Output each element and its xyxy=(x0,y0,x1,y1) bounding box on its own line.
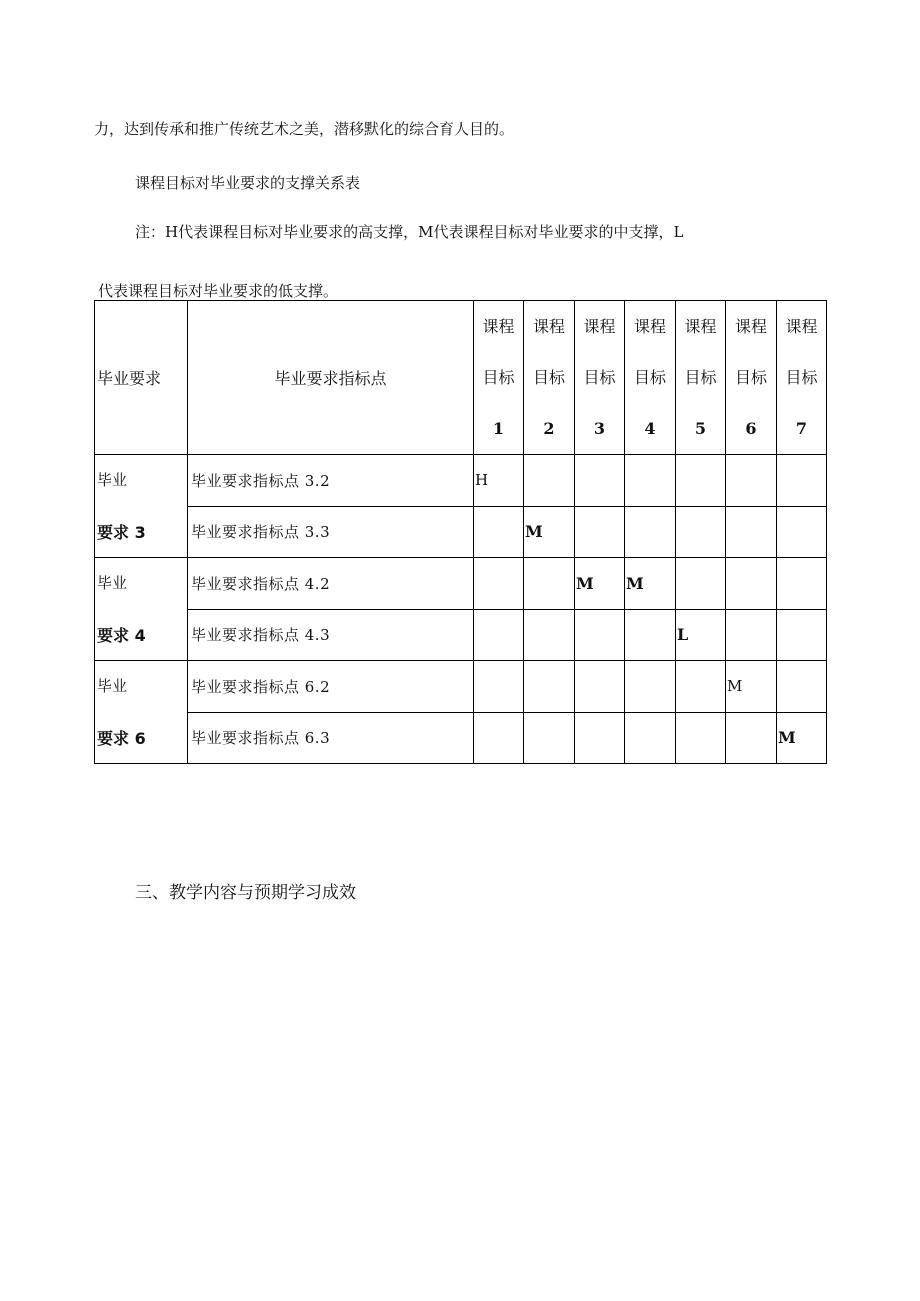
support-mark-cell xyxy=(726,455,777,507)
support-mark-cell xyxy=(524,558,575,610)
support-mark-cell xyxy=(575,712,625,764)
goal-label-bottom: 目标 xyxy=(583,368,616,387)
support-mark-cell xyxy=(726,609,777,661)
header-goal-3 xyxy=(575,301,625,455)
goal-label-bottom: 目标 xyxy=(482,368,515,387)
support-mark-cell xyxy=(777,609,827,661)
support-mark-cell: M xyxy=(777,712,827,764)
support-mark-cell xyxy=(777,455,827,507)
support-mark-cell xyxy=(474,609,524,661)
support-mark-cell: M xyxy=(726,661,777,713)
header-goal-1 xyxy=(474,301,524,455)
goal-number: 5 xyxy=(694,419,707,438)
table-row xyxy=(95,661,827,713)
table-row xyxy=(95,609,827,661)
support-mark-cell: M xyxy=(575,558,625,610)
goal-number: 7 xyxy=(795,419,808,438)
requirement-label-top: 毕业 xyxy=(97,471,128,489)
support-mark-cell: M xyxy=(625,558,676,610)
goal-label-top: 课程 xyxy=(532,317,565,336)
goal-number: 3 xyxy=(593,419,606,438)
goal-label-top: 课程 xyxy=(482,317,515,336)
header-goal-4 xyxy=(625,301,676,455)
goal-label-top: 课程 xyxy=(583,317,616,336)
support-mark-cell xyxy=(625,506,676,558)
goal-label-top: 课程 xyxy=(633,317,666,336)
goal-number: 1 xyxy=(492,419,505,438)
goal-number: 4 xyxy=(644,419,656,438)
table-caption: 课程目标对毕业要求的支撑关系表 xyxy=(135,174,361,192)
header-requirement: 毕业要求 xyxy=(95,301,188,455)
legend-note-line-1: 注：H代表课程目标对毕业要求的高支撑，M代表课程目标对毕业要求的中支撑，L xyxy=(135,223,684,241)
support-mark-cell xyxy=(474,558,524,610)
support-matrix-table xyxy=(94,300,827,764)
intro-paragraph: 力，达到传承和推广传统艺术之美，潜移默化的综合育人目的。 xyxy=(94,120,515,138)
support-mark-cell xyxy=(524,609,575,661)
support-mark-cell xyxy=(474,712,524,764)
requirement-label-bottom: 要求 6 xyxy=(97,729,146,748)
support-mark-cell: H xyxy=(474,455,524,507)
requirement-group-cell xyxy=(95,661,188,764)
table-header-row xyxy=(95,301,827,455)
support-mark-cell xyxy=(524,712,575,764)
table-row xyxy=(95,506,827,558)
requirement-label-top: 毕业 xyxy=(97,677,128,695)
requirement-group-cell xyxy=(95,455,188,558)
header-goal-6 xyxy=(726,301,777,455)
indicator-cell: 毕业要求指标点 6.2 xyxy=(188,661,474,713)
support-mark-cell xyxy=(726,712,777,764)
support-mark-cell xyxy=(676,506,726,558)
table-row xyxy=(95,558,827,610)
requirement-label-top: 毕业 xyxy=(97,574,128,592)
support-mark-cell xyxy=(625,712,676,764)
support-mark-cell xyxy=(726,506,777,558)
support-mark-cell xyxy=(474,661,524,713)
goal-label-bottom: 目标 xyxy=(532,368,565,387)
indicator-cell: 毕业要求指标点 3.2 xyxy=(188,455,474,507)
support-mark-cell: M xyxy=(524,506,575,558)
header-goal-5 xyxy=(676,301,726,455)
goal-number: 6 xyxy=(745,419,757,438)
legend-note-line-2: 代表课程目标对毕业要求的低支撑。 xyxy=(98,282,339,300)
goal-label-bottom: 目标 xyxy=(734,368,767,387)
support-mark-cell xyxy=(575,506,625,558)
support-mark-cell xyxy=(777,558,827,610)
section-heading: 三、教学内容与预期学习成效 xyxy=(135,883,356,903)
support-mark-cell xyxy=(575,609,625,661)
goal-label-bottom: 目标 xyxy=(684,368,717,387)
goal-number: 2 xyxy=(543,419,555,438)
indicator-cell: 毕业要求指标点 3.3 xyxy=(188,506,474,558)
header-goal-2 xyxy=(524,301,575,455)
support-mark-cell xyxy=(777,661,827,713)
support-mark-cell xyxy=(575,455,625,507)
table-row xyxy=(95,712,827,764)
indicator-cell: 毕业要求指标点 4.3 xyxy=(188,609,474,661)
header-goal-7 xyxy=(777,301,827,455)
goal-label-top: 课程 xyxy=(684,317,717,336)
indicator-cell: 毕业要求指标点 6.3 xyxy=(188,712,474,764)
support-mark-cell xyxy=(625,661,676,713)
requirement-group-cell xyxy=(95,558,188,661)
support-mark-cell xyxy=(625,455,676,507)
support-mark-cell xyxy=(676,558,726,610)
support-mark-cell xyxy=(676,661,726,713)
support-mark-cell xyxy=(777,506,827,558)
header-indicator: 毕业要求指标点 xyxy=(188,301,474,455)
support-mark-cell xyxy=(575,661,625,713)
table-row xyxy=(95,455,827,507)
goal-label-top: 课程 xyxy=(734,317,767,336)
requirement-label-bottom: 要求 4 xyxy=(97,626,146,645)
support-mark-cell xyxy=(524,661,575,713)
goal-label-bottom: 目标 xyxy=(785,368,818,387)
support-mark-cell xyxy=(474,506,524,558)
goal-label-top: 课程 xyxy=(785,317,818,336)
indicator-cell: 毕业要求指标点 4.2 xyxy=(188,558,474,610)
support-mark-cell: L xyxy=(676,609,726,661)
support-mark-cell xyxy=(726,558,777,610)
goal-label-bottom: 目标 xyxy=(633,368,666,387)
support-mark-cell xyxy=(676,712,726,764)
requirement-label-bottom: 要求 3 xyxy=(97,523,146,542)
support-mark-cell xyxy=(676,455,726,507)
support-mark-cell xyxy=(524,455,575,507)
support-mark-cell xyxy=(625,609,676,661)
